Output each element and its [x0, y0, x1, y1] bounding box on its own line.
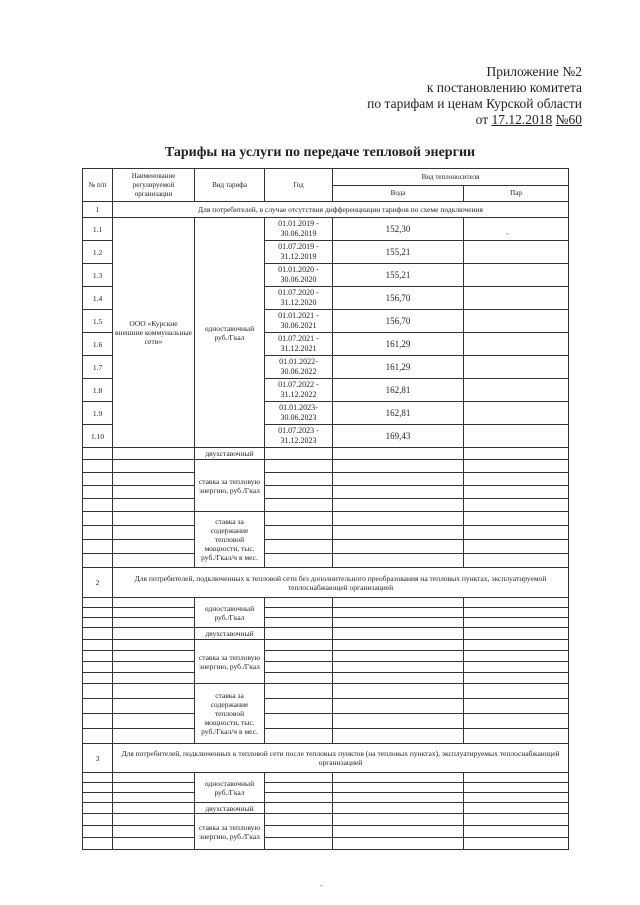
period: 01.07.2020 - 31.12.2020	[265, 287, 333, 310]
row-num	[83, 598, 113, 608]
period	[265, 473, 333, 486]
water-value: 162,81	[333, 379, 464, 402]
water-value: 152,30	[333, 218, 464, 241]
header-water: Вода	[333, 186, 464, 202]
section-3-num: 3	[83, 744, 113, 773]
water-value	[333, 448, 464, 460]
period: 01.07.2019 - 31.12.2019	[265, 241, 333, 264]
steam-value	[464, 826, 569, 838]
table-row	[83, 618, 569, 628]
water-value	[333, 554, 464, 568]
steam-value	[464, 499, 569, 512]
period	[265, 673, 333, 684]
steam-value	[464, 598, 569, 608]
steam-value	[464, 793, 569, 803]
period	[265, 826, 333, 838]
table-row	[83, 628, 569, 640]
rate-energy: ставка за тепловую энергию, руб./Гкал	[195, 814, 265, 850]
organization-name	[113, 473, 195, 486]
appendix-line-2: к постановлению комитета	[426, 80, 582, 95]
steam-value	[464, 402, 569, 425]
row-num	[83, 826, 113, 838]
tariff-table	[82, 168, 569, 850]
row-num	[83, 473, 113, 486]
period	[265, 814, 333, 826]
table-row	[83, 473, 569, 486]
tariff-type-single: одноставочный руб./Гкал	[195, 218, 265, 448]
organization-name	[113, 448, 195, 460]
organization-name	[113, 526, 195, 540]
header-steam: Пар	[464, 186, 569, 202]
water-value	[333, 783, 464, 793]
water-value: 162,81	[333, 402, 464, 425]
steam-value	[464, 218, 569, 241]
row-num: 1.6	[83, 333, 113, 356]
table-row	[83, 826, 569, 838]
row-num	[83, 773, 113, 783]
period	[265, 783, 333, 793]
steam-value	[464, 241, 569, 264]
row-num	[83, 793, 113, 803]
water-value	[333, 540, 464, 554]
stray-mark: -	[506, 228, 509, 238]
table-row	[83, 651, 569, 662]
organization-name	[113, 499, 195, 512]
header-tariff-type: Вид тарифа	[195, 169, 265, 202]
tariff-type-two-rate: двухставочный	[195, 448, 265, 460]
header-carrier: Вид теплоносителя	[333, 169, 569, 186]
organization-name	[113, 640, 195, 651]
table-row	[83, 744, 569, 773]
period	[265, 773, 333, 783]
organization-name	[113, 793, 195, 803]
row-num	[83, 662, 113, 673]
water-value	[333, 838, 464, 850]
water-value	[333, 684, 464, 699]
period	[265, 499, 333, 512]
steam-value	[464, 425, 569, 448]
organization-name	[113, 598, 195, 608]
section-1-text: Для потребителей, в случае отсутствия дифференциации тарифов по схеме подключения	[113, 202, 569, 218]
row-num	[83, 540, 113, 554]
water-value	[333, 598, 464, 608]
steam-value	[464, 356, 569, 379]
steam-value	[464, 379, 569, 402]
water-value	[333, 662, 464, 673]
organization-name: ООО «Курские внешние коммунальные сети»	[113, 218, 195, 448]
water-value: 155,21	[333, 241, 464, 264]
appendix-header	[367, 64, 582, 128]
steam-value	[464, 838, 569, 850]
steam-value	[464, 618, 569, 628]
row-num	[83, 448, 113, 460]
steam-value	[464, 608, 569, 618]
tariff-type-two-rate: двухставочный	[195, 803, 265, 814]
period	[265, 460, 333, 473]
table-row	[83, 773, 569, 783]
water-value	[333, 526, 464, 540]
organization-name	[113, 608, 195, 618]
steam-value	[464, 651, 569, 662]
water-value	[333, 699, 464, 714]
tariff-type-single: одноставочный руб./Гкал	[195, 598, 265, 628]
table-row	[83, 699, 569, 714]
steam-value	[464, 448, 569, 460]
appendix-line-3: по тарифам и ценам Курской области	[367, 96, 582, 111]
rate-energy: ставка за тепловую энергию, руб./Гкал	[195, 640, 265, 684]
table-row	[83, 448, 569, 460]
steam-value	[464, 333, 569, 356]
water-value	[333, 773, 464, 783]
row-num	[83, 814, 113, 826]
row-num	[83, 684, 113, 699]
row-num: 1.5	[83, 310, 113, 333]
water-value	[333, 729, 464, 744]
table-row	[83, 512, 569, 526]
period	[265, 598, 333, 608]
row-num	[83, 783, 113, 793]
organization-name	[113, 486, 195, 499]
water-value: 161,29	[333, 333, 464, 356]
table-row	[83, 568, 569, 598]
water-value: 156,70	[333, 310, 464, 333]
table-row	[83, 526, 569, 540]
period: 01.07.2022 - 31.12.2022	[265, 379, 333, 402]
tariff-type-two-rate: двухставочный	[195, 628, 265, 640]
water-value	[333, 673, 464, 684]
steam-value	[464, 729, 569, 744]
period	[265, 838, 333, 850]
steam-value	[464, 699, 569, 714]
organization-name	[113, 512, 195, 526]
period	[265, 448, 333, 460]
steam-value	[464, 684, 569, 699]
water-value	[333, 499, 464, 512]
organization-name	[113, 540, 195, 554]
steam-value	[464, 628, 569, 640]
row-num	[83, 608, 113, 618]
steam-value	[464, 264, 569, 287]
organization-name	[113, 714, 195, 729]
row-num	[83, 526, 113, 540]
period	[265, 554, 333, 568]
period: 01.01.2021 - 30.06.2021	[265, 310, 333, 333]
row-num	[83, 499, 113, 512]
table-row	[83, 486, 569, 499]
steam-value	[464, 714, 569, 729]
row-num	[83, 838, 113, 850]
period	[265, 803, 333, 814]
table-row	[83, 838, 569, 850]
table-row	[83, 714, 569, 729]
period	[265, 699, 333, 714]
steam-value	[464, 814, 569, 826]
header-org: Наименование регулируемой организации	[113, 169, 195, 202]
stray-mark: -	[320, 880, 323, 890]
row-num	[83, 460, 113, 473]
period	[265, 640, 333, 651]
table-row	[83, 814, 569, 826]
water-value	[333, 618, 464, 628]
water-value	[333, 486, 464, 499]
steam-value	[464, 460, 569, 473]
appendix-line-1: Приложение №2	[486, 64, 582, 79]
organization-name	[113, 814, 195, 826]
period: 01.07.2023 - 31.12.2023	[265, 425, 333, 448]
period	[265, 526, 333, 540]
appendix-date: 17.12.2018	[491, 112, 553, 127]
water-value: 161,29	[333, 356, 464, 379]
header-num: № п/п	[83, 169, 113, 202]
water-value: 156,70	[333, 287, 464, 310]
rate-capacity: ставка за содержание тепловой мощности, тыс. руб./Гкал/ч в мес.	[195, 512, 265, 568]
water-value	[333, 640, 464, 651]
organization-name	[113, 773, 195, 783]
table-row	[83, 554, 569, 568]
row-num	[83, 640, 113, 651]
header-year: Год	[265, 169, 333, 202]
table-row	[83, 673, 569, 684]
row-num	[83, 512, 113, 526]
organization-name	[113, 554, 195, 568]
row-num	[83, 714, 113, 729]
period	[265, 793, 333, 803]
organization-name	[113, 673, 195, 684]
table-row	[83, 803, 569, 814]
table-row	[83, 499, 569, 512]
water-value	[333, 608, 464, 618]
document-title: Тарифы на услуги по передаче тепловой энергии	[164, 145, 476, 160]
organization-name	[113, 618, 195, 628]
steam-value	[464, 773, 569, 783]
row-num	[83, 628, 113, 640]
row-num: 1.2	[83, 241, 113, 264]
water-value: 169,43	[333, 425, 464, 448]
steam-value	[464, 526, 569, 540]
period	[265, 486, 333, 499]
steam-value	[464, 512, 569, 526]
steam-value	[464, 803, 569, 814]
appendix-number: №60	[555, 112, 582, 127]
period	[265, 512, 333, 526]
organization-name	[113, 803, 195, 814]
row-num	[83, 699, 113, 714]
table-row	[83, 640, 569, 651]
steam-value	[464, 473, 569, 486]
row-num: 1.1	[83, 218, 113, 241]
table-row	[83, 783, 569, 793]
row-num	[83, 651, 113, 662]
water-value	[333, 814, 464, 826]
section-2-num: 2	[83, 568, 113, 598]
period	[265, 662, 333, 673]
row-num	[83, 486, 113, 499]
period	[265, 729, 333, 744]
row-num	[83, 729, 113, 744]
steam-value	[464, 310, 569, 333]
water-value	[333, 826, 464, 838]
rate-capacity: ставка за содержание тепловой мощности, тыс. руб./Гкал/ч в мес.	[195, 684, 265, 744]
table-row	[83, 218, 569, 241]
row-num: 1.3	[83, 264, 113, 287]
period: 01.07.2021 - 31.12.2021	[265, 333, 333, 356]
row-num: 1.8	[83, 379, 113, 402]
row-num	[83, 673, 113, 684]
period: 01.01.2023- 30.06.2023	[265, 402, 333, 425]
period: 01.01.2022- 30.06.2022	[265, 356, 333, 379]
period: 01.01.2019 - 30.06.2019	[265, 218, 333, 241]
steam-value	[464, 554, 569, 568]
tariff-type-single: одноставочный руб./Гкал	[195, 773, 265, 803]
organization-name	[113, 838, 195, 850]
organization-name	[113, 628, 195, 640]
steam-value	[464, 486, 569, 499]
water-value	[333, 714, 464, 729]
period	[265, 684, 333, 699]
organization-name	[113, 699, 195, 714]
table-row	[83, 729, 569, 744]
organization-name	[113, 651, 195, 662]
steam-value	[464, 662, 569, 673]
period: 01.01.2020 - 30.06.2020	[265, 264, 333, 287]
water-value	[333, 460, 464, 473]
section-1-num: 1	[83, 202, 113, 218]
water-value	[333, 628, 464, 640]
organization-name	[113, 729, 195, 744]
row-num	[83, 803, 113, 814]
section-2-text: Для потребителей, подключенных к тепловой сети без дополнительного преобразования на тепловых пунктах, эксплуатируемой теплоснабжающей организацией	[113, 568, 569, 598]
table-row	[83, 460, 569, 473]
table-row	[83, 608, 569, 618]
water-value	[333, 803, 464, 814]
steam-value	[464, 540, 569, 554]
organization-name	[113, 684, 195, 699]
period	[265, 608, 333, 618]
water-value	[333, 793, 464, 803]
steam-value	[464, 287, 569, 310]
row-num: 1.10	[83, 425, 113, 448]
table-row	[83, 662, 569, 673]
row-num: 1.9	[83, 402, 113, 425]
row-num: 1.7	[83, 356, 113, 379]
water-value: 155,21	[333, 264, 464, 287]
steam-value	[464, 783, 569, 793]
organization-name	[113, 460, 195, 473]
row-num: 1.4	[83, 287, 113, 310]
rate-energy: ставка за тепловую энергию, руб./Гкал	[195, 460, 265, 512]
period	[265, 714, 333, 729]
steam-value	[464, 673, 569, 684]
organization-name	[113, 662, 195, 673]
organization-name	[113, 826, 195, 838]
table-row	[83, 598, 569, 608]
water-value	[333, 473, 464, 486]
period	[265, 628, 333, 640]
table-row	[83, 793, 569, 803]
period	[265, 540, 333, 554]
row-num	[83, 554, 113, 568]
table-row	[83, 684, 569, 699]
appendix-date-prefix: от	[475, 112, 492, 127]
section-3-text: Для потребителей, подключенных к тепловой сети после тепловых пунктов (на тепловых пунктах), эксплуатируемых теплоснабжающей организацией	[113, 744, 569, 773]
water-value	[333, 651, 464, 662]
appendix-line-4	[367, 112, 582, 128]
row-num	[83, 618, 113, 628]
water-value	[333, 512, 464, 526]
period	[265, 651, 333, 662]
organization-name	[113, 783, 195, 793]
steam-value	[464, 640, 569, 651]
period	[265, 618, 333, 628]
table-row	[83, 540, 569, 554]
